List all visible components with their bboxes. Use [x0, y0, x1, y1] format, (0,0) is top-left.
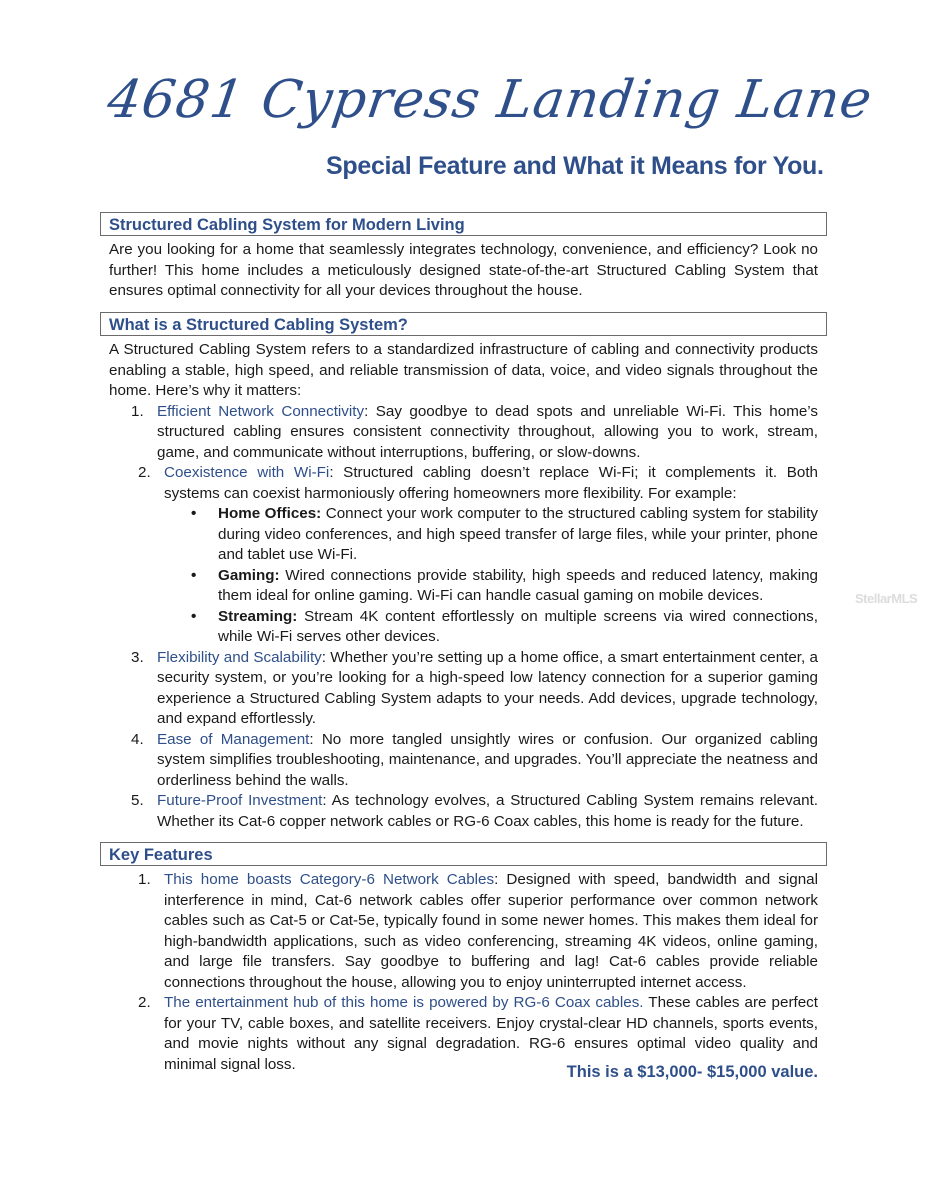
list-item	[131, 730, 818, 792]
list-item	[131, 648, 818, 730]
item-title: Efficient Network Connectivity	[157, 402, 365, 420]
bullet-icon: •	[191, 566, 197, 584]
list-item	[138, 463, 818, 648]
key-features-list	[100, 870, 827, 1075]
section-heading: Key Features	[100, 842, 827, 866]
list-item	[131, 791, 819, 832]
item-title: The entertainment hub of this home is powered by RG-6 Coax cables.	[164, 994, 644, 1011]
section-structured-cabling	[100, 212, 827, 302]
bullet-text: Stream 4K content effortlessly on multiple screens via wired connections, while Wi-Fi serves other devices.	[218, 607, 818, 645]
list-number: 2.	[138, 994, 151, 1011]
property-address-title: 4681 Cypress Landing Lane	[103, 70, 877, 130]
list-number: 1.	[138, 871, 151, 888]
list-number: 2.	[138, 464, 151, 481]
item-title: Flexibility and Scalability	[157, 648, 322, 666]
item-title: Coexistence with Wi-Fi	[164, 464, 330, 481]
value-statement: This is a $13,000- $15,000 value.	[566, 1063, 818, 1081]
bullet-text: Wired connections provide stability, high speeds and reduced latency, making them ideal for online gaming. Wi-Fi can handle casual gaming on mobile devices.	[218, 566, 818, 604]
bullet-icon: •	[191, 607, 197, 625]
bullet-icon: •	[191, 505, 197, 522]
section-heading: Structured Cabling System for Modern Living	[100, 212, 827, 236]
list-number: 3.	[131, 648, 144, 666]
bullet-item	[191, 607, 818, 648]
item-title: Future-Proof Investment	[157, 792, 323, 809]
list-number: 5.	[131, 792, 144, 809]
item-text: These cables are perfect for your TV, cable boxes, and satellite receivers. Enjoy crystal-clear HD channels, sports events, and movie nights without any signal degradation. RG-6 ensures optimal video quality and minimal signal loss.	[164, 994, 818, 1073]
section-heading: What is a Structured Cabling System?	[100, 312, 827, 336]
bullet-title: Gaming:	[218, 566, 280, 584]
bullet-title: Streaming:	[218, 607, 298, 625]
item-text: : As technology evolves, a Structured Cabling System remains relevant. Whether its Cat-6 copper network cables or RG-6 Coax cables, this home is ready for the future.	[157, 792, 819, 830]
section-body: Are you looking for a home that seamlessly integrates technology, convenience, and efficiency? Look no further! This home includes a meticulously designed state-of-the-art Structured Cabling System that ensures optimal connectivity for all your devices throughout the house.	[109, 241, 818, 299]
item-text: : Say goodbye to dead spots and unreliable Wi-Fi. This home’s structured cabling ensures consistent connectivity throughout, allowing you to work, stream, game, and communicate without interruptions, buffering, or slow-downs.	[157, 402, 818, 461]
section-what-is	[100, 312, 827, 832]
bullet-item	[191, 504, 818, 566]
item-text: : Designed with speed, bandwidth and signal interference in mind, Cat-6 network cables offer superior performance over common network cables such as Cat-5 or Cat-5e, typically found in some newer homes. This makes them ideal for high-bandwidth applications, such as video conferencing, streaming 4K videos, online gaming, and large file transfers. Say goodbye to buffering and lag! Cat-6 cables provide reliable connections throughout the house, allowing you to enjoy uninterrupted internet access.	[164, 871, 818, 991]
bullet-text: Connect your work computer to the structured cabling system for stability during video conferences, and high speed transfer of large files, while your printer, phone and tablet use Wi-Fi.	[218, 505, 818, 563]
bullet-list	[164, 504, 818, 648]
list-item	[138, 870, 818, 993]
benefits-list	[100, 402, 827, 833]
item-title: Ease of Management	[157, 730, 310, 748]
list-number: 4.	[131, 730, 144, 748]
item-title: This home boasts Category-6 Network Cables	[164, 871, 495, 888]
bullet-item	[191, 566, 818, 607]
bullet-title: Home Offices:	[218, 505, 322, 522]
section-key-features	[100, 842, 827, 1082]
page-subtitle: Special Feature and What it Means for You.	[326, 152, 824, 180]
item-text: : Structured cabling doesn’t replace Wi-Fi; it complements it. Both systems can coexist harmoniously offering homeowners more flexibility. For example:	[164, 464, 818, 502]
list-item	[131, 402, 818, 464]
watermark: StellarMLS	[855, 591, 918, 606]
list-number: 1.	[131, 402, 144, 420]
item-text: : Whether you’re setting up a home office, a smart entertainment center, a security system, or you’re looking for a high-speed low latency connection for a superior gaming experience a Structured Cabling System adapts to your needs. Add devices, upgrade technology, and expand effortlessly.	[157, 648, 818, 727]
section-intro: A Structured Cabling System refers to a standardized infrastructure of cabling and connectivity products enabling a stable, high speed, and reliable transmission of data, voice, and video signals throughout the home. Here’s why it matters:	[109, 341, 818, 399]
item-text: : No more tangled unsightly wires or confusion. Our organized cabling system simplifies troubleshooting, maintenance, and upgrades. You’ll appreciate the neatness and orderliness behind the walls.	[157, 730, 818, 789]
